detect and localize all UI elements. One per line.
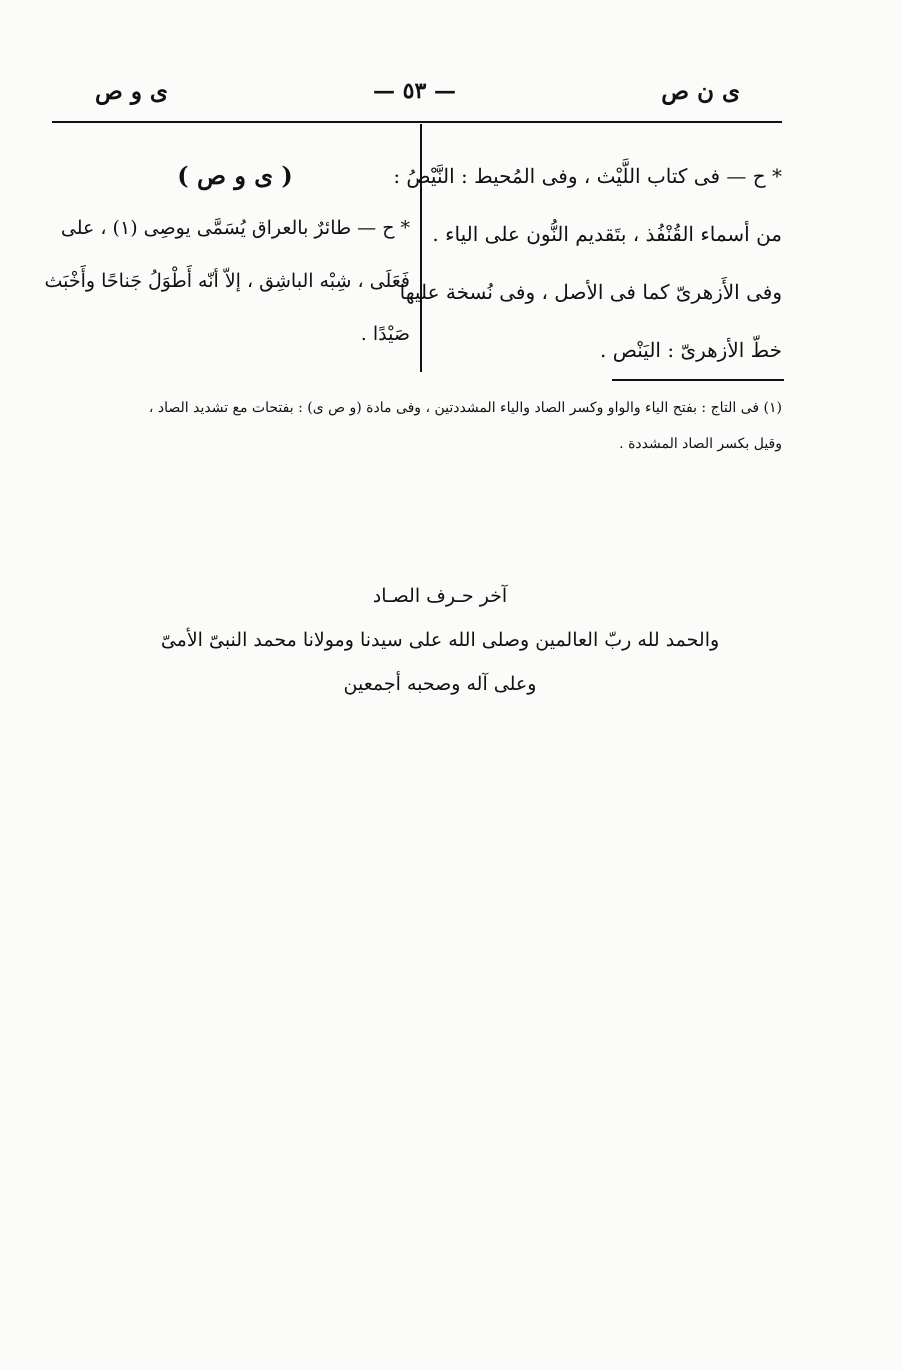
right-column-line: * ح — فى كتاب اللَّيْث ، وفى المُحيط : النَّيْصُ : (393, 164, 782, 188)
footnote-line: (١) فى التاج : بفتح الياء والواو وكسر الصاد والياء المشددتين ، وفى مادة (و ص ى) : بفتحات مع تشديد الصاد ، (148, 400, 782, 416)
left-column-line: صَيْدًا . (360, 323, 410, 345)
closing-line: وعلى آله وصحبه أجمعين (343, 673, 537, 695)
header-rule (52, 121, 782, 123)
left-column-line: فَعَلَى ، شِبْه الباشِق ، إلاّ أنّه أَطْوَلُ جَناحًا وأَخْبَث (44, 270, 410, 292)
running-head-left: ى و ص (95, 78, 168, 105)
right-column-line: خطّ الأزهرىّ : اليَنْص . (600, 338, 782, 362)
closing-text (140, 578, 740, 710)
running-head-right: ى ن ص (661, 78, 740, 105)
page-number: — ٥٣ — (373, 78, 456, 104)
closing-line: والحمد لله ربّ العالمين وصلى الله على سيدنا ومولانا محمد النبىّ الأمىّ (160, 629, 720, 651)
footnote-line: وقيل بكسر الصاد المشددة . (619, 436, 782, 452)
footnotes (52, 394, 782, 466)
right-column-line: وفى الأَزهرىّ كما فى الأصل ، وفى نُسخة عليها (399, 280, 782, 304)
left-column (44, 156, 410, 367)
right-column (393, 156, 782, 388)
left-column-line: * ح — طائرٌ بالعراق يُسَمَّى يوصِى (١) ، على (60, 217, 410, 239)
footnote-rule (612, 379, 784, 381)
closing-line: آخر حـرف الصـاد (372, 585, 508, 607)
right-column-line: من أسماء القُنْفُذ ، بتَقديم النُّون على الياء . (432, 222, 782, 246)
entry-title: ( ى و ص ) (177, 161, 293, 190)
